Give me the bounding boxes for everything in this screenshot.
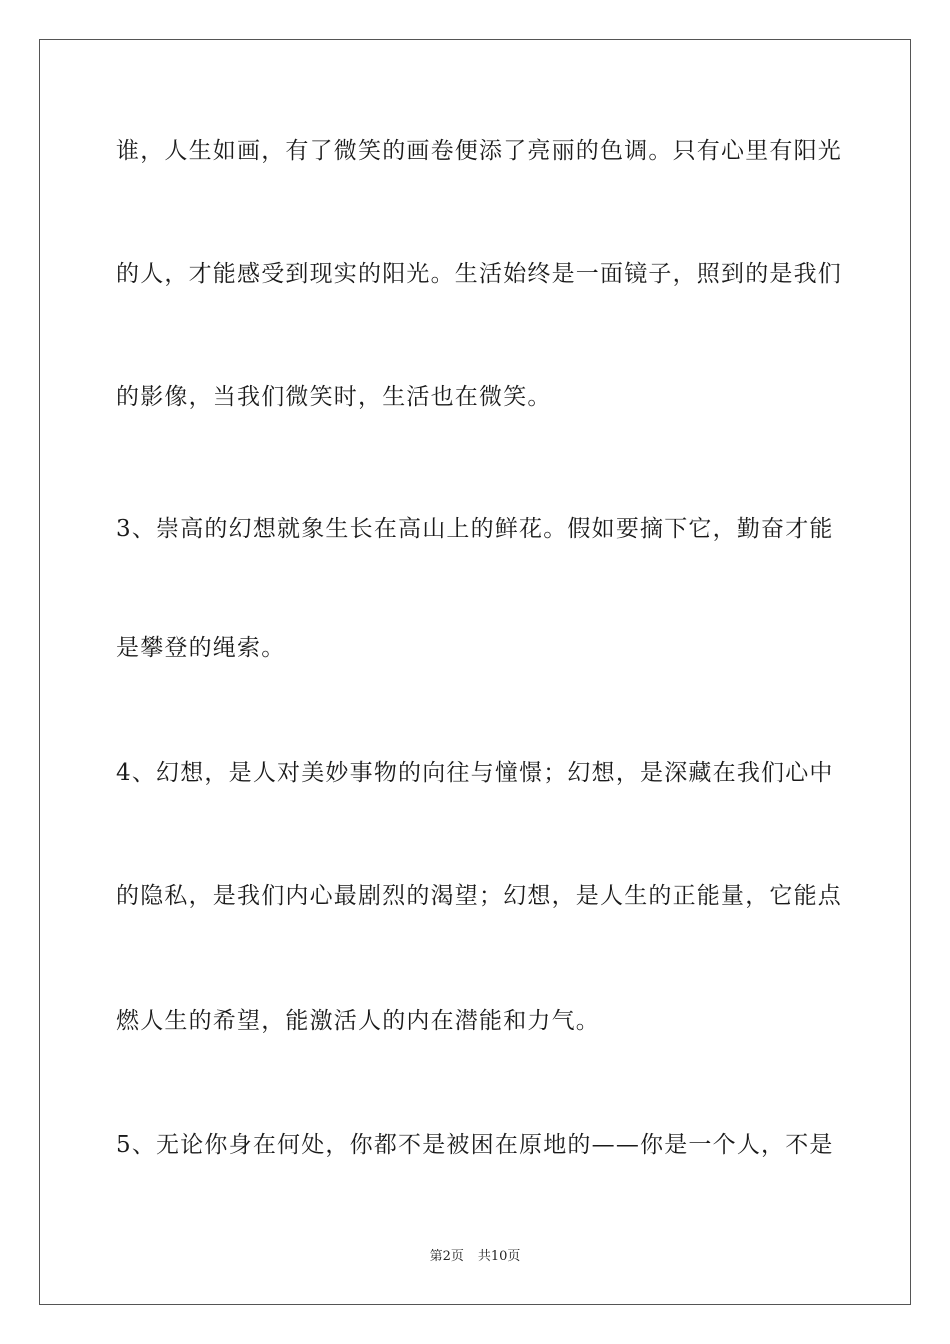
- text-line: 5、无论你身在何处，你都不是被困在原地的——你是一个人，不是: [116, 1132, 834, 1158]
- text-line: 的隐私，是我们内心最剧烈的渴望；幻想，是人生的正能量，它能点: [116, 883, 842, 909]
- text-line: 是攀登的绳索。: [116, 635, 286, 661]
- page-footer: [0, 1248, 950, 1266]
- text-line: 4、幻想，是人对美妙事物的向往与憧憬；幻想，是深藏在我们心中: [116, 760, 834, 786]
- text-line: 谁，人生如画，有了微笑的画卷便添了亮丽的色调。只有心里有阳光: [116, 138, 842, 164]
- page-total: 共10页: [477, 1249, 521, 1264]
- text-line: 的影像，当我们微笑时，生活也在微笑。: [116, 384, 552, 410]
- page-number: 第2页: [429, 1249, 464, 1264]
- text-line: 的人，才能感受到现实的阳光。生活始终是一面镜子，照到的是我们: [116, 261, 842, 287]
- text-line: 燃人生的希望，能激活人的内在潜能和力气。: [116, 1008, 600, 1034]
- text-line: 3、崇高的幻想就象生长在高山上的鲜花。假如要摘下它，勤奋才能: [116, 516, 834, 542]
- page-border: [39, 39, 911, 1305]
